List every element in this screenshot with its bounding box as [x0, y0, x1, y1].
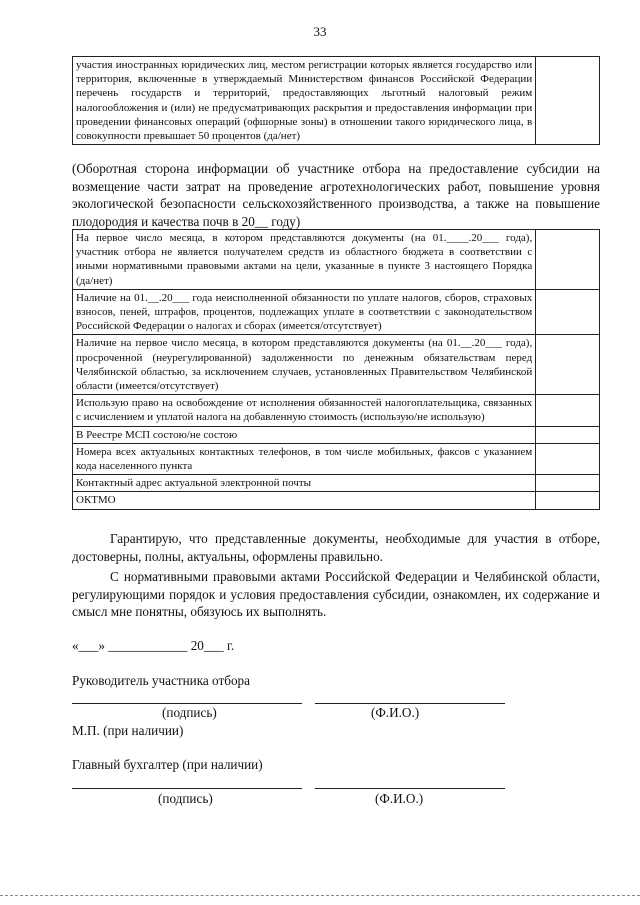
- table-row: [73, 289, 600, 335]
- head-fio-caption: (Ф.И.О.): [371, 705, 420, 720]
- date-line: «___» ____________ 20___ г.: [72, 638, 235, 653]
- table-cell-answer[interactable]: [536, 395, 600, 426]
- table-cell-question: В Реестре МСП состою/не состою: [73, 426, 536, 443]
- accountant-fio-line[interactable]: [315, 788, 505, 789]
- table-cell-answer[interactable]: [536, 475, 600, 492]
- table-row: [73, 57, 600, 145]
- head-signature-line[interactable]: [72, 703, 302, 704]
- table-row: [73, 335, 600, 395]
- back-side-heading: (Оборотная сторона информации об участнике отбора на предоставление субсидии на возмещение части затрат на проведение агротехнологических работ, повышение уровня экологической безопасности сельскохозяйственного производства, а также на повышение плодородия и качества почв в 20__ году): [72, 161, 600, 229]
- table-row: [73, 395, 600, 426]
- head-label: Руководитель участника отбора: [72, 673, 250, 688]
- guarantee-text: Гарантирую, что представленные документы, необходимые для участия в отборе, достоверны, полны, актуальны, оформлены правильно.: [72, 531, 600, 564]
- table-cell-answer[interactable]: [536, 443, 600, 474]
- table-cell-answer[interactable]: [536, 335, 600, 395]
- table-row: [73, 492, 600, 509]
- accountant-fio-caption: (Ф.И.О.): [375, 791, 424, 806]
- table-cell-question: Наличие на 01.__.20___ года неисполненной обязанности по уплате налогов, сборов, страховых взносов, пеней, штрафов, процентов, подлежащих уплате в соответствии с законодательством Российской Федерации о налогах и сборах (имеется/отсутствует): [73, 289, 536, 335]
- stamp-label: М.П. (при наличии): [72, 723, 184, 738]
- table-row: [73, 426, 600, 443]
- table-cell-question: ОКТМО: [73, 492, 536, 509]
- table-row: [73, 475, 600, 492]
- page-number: 33: [313, 24, 327, 39]
- table-cell-answer[interactable]: [536, 230, 600, 290]
- accountant-label: Главный бухгалтер (при наличии): [72, 757, 263, 772]
- table-cell-question: участия иностранных юридических лиц, местом регистрации которых является государство или территория, включенные в утверждаемый Министерством финансов Российской Федерации перечень государств и территорий, предоставляющих льготный налоговый режим налогообложения и (или) не предусматривающих раскрытия и предоставления информации при проведении финансовых операций (офшорные зоны) в отношении такого юридического лица, в совокупности превышает 50 процентов (да/нет): [73, 57, 536, 145]
- table-cell-answer[interactable]: [536, 57, 600, 145]
- table-cell-answer[interactable]: [536, 426, 600, 443]
- acquainted-paragraph: [72, 568, 600, 621]
- acquainted-text: С нормативными правовыми актами Российской Федерации и Челябинской области, регулирующими порядок и условия предоставления субсидии, ознакомлен, их содержание и смысл мне понятны, обязуюсь их выполнять.: [72, 569, 600, 619]
- guarantee-paragraph: [72, 530, 600, 565]
- table-cell-question: Использую право на освобождение от исполнения обязанностей налогоплательщика, связанных с исчислением и уплатой налога на добавленную стоимость (использую/не использую): [73, 395, 536, 426]
- table-cell-answer[interactable]: [536, 289, 600, 335]
- head-fio-line[interactable]: [315, 703, 505, 704]
- table-row: [73, 443, 600, 474]
- table-cell-question: Контактный адрес актуальной электронной почты: [73, 475, 536, 492]
- table-cell-question: Номера всех актуальных контактных телефонов, в том числе мобильных, факсов с указанием кода населенного пункта: [73, 443, 536, 474]
- accountant-signature-caption: (подпись): [158, 791, 213, 806]
- accountant-signature-line[interactable]: [72, 788, 302, 789]
- table-cell-question: На первое число месяца, в котором представляются документы (на 01.____.20___ года), участник отбора не является получателем средств из областного бюджета в соответствии с иными нормативными правовыми актами на цели, указанные в пункте 3 настоящего Порядка (да/нет): [73, 230, 536, 290]
- table-main: [72, 229, 600, 510]
- table-row: [73, 230, 600, 290]
- table-top: [72, 56, 600, 145]
- page-bottom-divider: [0, 895, 640, 896]
- table-cell-answer[interactable]: [536, 492, 600, 509]
- head-signature-caption: (подпись): [162, 705, 217, 720]
- table-cell-question: Наличие на первое число месяца, в котором представляются документы (на 01.__.20___ года), просроченной (неурегулированной) задолженности по денежным обязательствам перед Челябинской областью, за исключением случаев, установленных Правительством Челябинской области (имеется/отсутствует): [73, 335, 536, 395]
